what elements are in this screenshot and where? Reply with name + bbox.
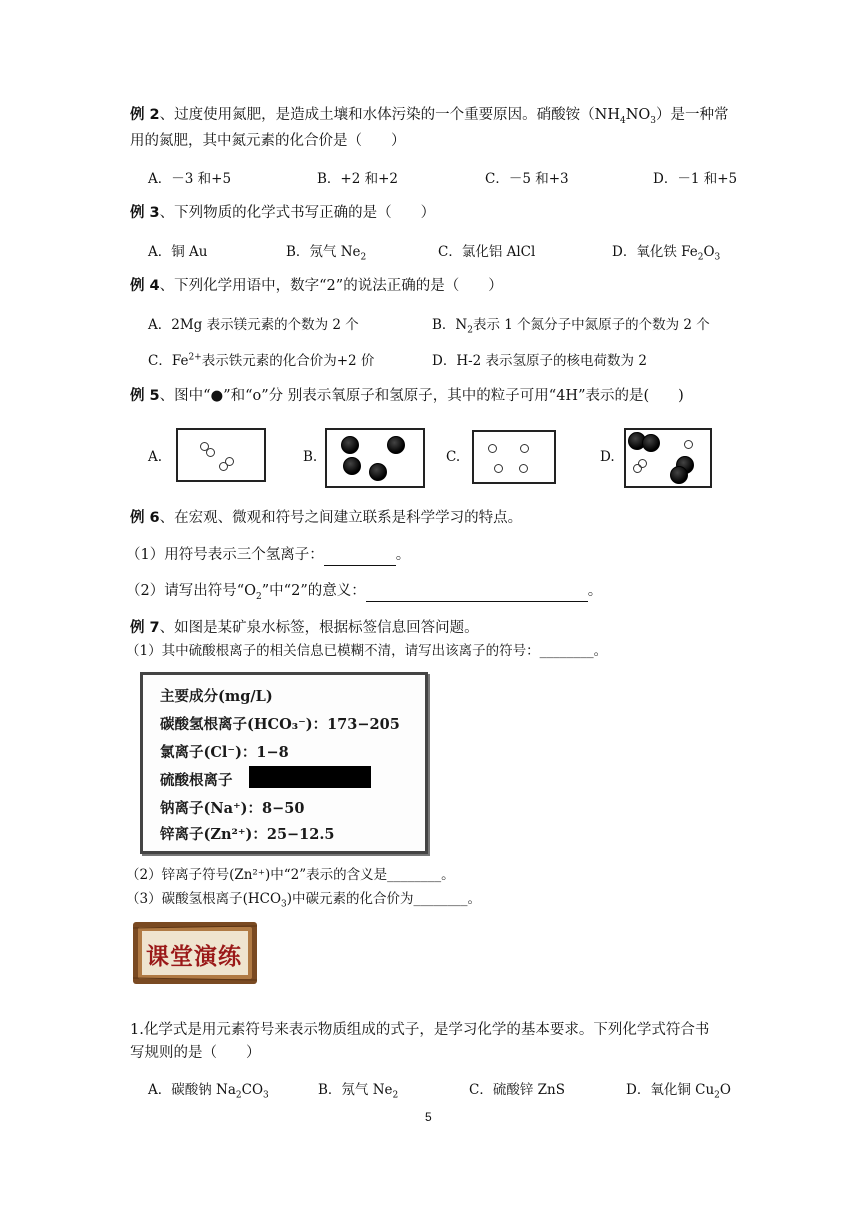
hydrogen-atom-icon [219,462,228,471]
ex3-option-b: B．氖气 $Ne_2$ [286,244,367,263]
ex7-sub-question-2: （2）锌离子符号(Zn²⁺)中“2”表示的含义是________。 [126,867,455,883]
oxygen-atom-icon [642,434,660,452]
redacted-value [249,766,371,788]
ex5-label-c: C. [446,449,461,465]
hydrogen-atom-icon [684,440,693,449]
ex4-option-d: D．H-2 表示氢原子的核电荷数为 2 [432,353,647,369]
ex4-option-c: C．$Fe^{2+}$表示铁元素的化合价为+2 价 [148,352,375,369]
practice1-option-d: D．氧化铜 $Cu_2O$ [626,1082,731,1101]
ex7-sub-question-1: （1）其中硫酸根离子的相关信息已模糊不清，请写出该离子的符号：________。 [126,643,608,659]
practice1-line1: 1.化学式是用元素符号来表示物质组成的式子，是学习化学的基本要求。下列化学式符合书 [130,1022,710,1038]
ex2-option-c: C．－5 和+3 [485,171,569,187]
oxygen-atom-icon [369,463,387,481]
oxygen-atom-icon [341,436,359,454]
ex2-line2: 用的氮肥，其中氮元素的化合价是（ ） [130,133,406,149]
label-row-chloride: 氯离子(Cl⁻)：1−8 [160,744,289,761]
ex6-sub-question-1: （1）用符号表示三个氢离子： 。 [126,545,410,566]
ex5-number: 例 5 [130,388,160,404]
classroom-practice-banner [130,918,260,988]
label-row-heading: 主要成分(mg/L) [160,688,273,705]
ex7-question: 例 7、如图是某矿泉水标签，根据标签信息回答问题。 [130,620,479,636]
ex6-question: 例 6、在宏观、微观和符号之间建立联系是科学学习的特点。 [130,510,523,526]
ex5-box-d [624,428,712,488]
ex2-number: 例 2 [130,107,160,123]
ex5-box-a [176,428,266,482]
hydrogen-atom-icon [494,464,503,473]
label-row-zinc: 锌离子(Zn²⁺)：25−12.5 [160,826,335,843]
label-row-sodium: 钠离子(Na⁺)：8−50 [160,800,305,817]
ex5-label-d: D. [600,449,615,465]
label-row-bicarbonate: 碳酸氢根离子(HCO₃⁻)：173−205 [160,716,400,733]
hydrogen-atom-icon [206,448,215,457]
oxygen-atom-icon [670,466,688,484]
ex4-number: 例 4 [130,278,160,294]
ex7-number: 例 7 [130,620,160,636]
answer-blank[interactable] [366,581,588,602]
ex3-option-c: C．氯化铝 AlCl [438,244,536,260]
ex2-option-d: D．－1 和+5 [653,171,738,187]
ex5-box-c [472,430,556,484]
mineral-water-label [140,672,428,854]
ex5-box-b [325,428,425,488]
label-row-sulfate: 硫酸根离子 [160,772,233,789]
ex4-option-a: A．2Mg 表示镁元素的个数为 2 个 [148,317,359,333]
ex5-label-b: B. [303,449,318,465]
banner-text: 课堂演练 [146,943,242,970]
ex4-question: 例 4、下列化学用语中，数字“2”的说法正确的是（ ） [130,278,503,294]
ex5-question: 例 5、图中“●”和“o”分 别表示氧原子和氢原子，其中的粒子可用“4H”表示的是( ) [130,388,684,404]
ex2-line1: 例 2、过度使用氮肥，是造成土壤和水体污染的一个重要原因。硝酸铵$(NH_4NO_3)$是一种常 [130,107,729,126]
ex7-sub-question-3: （3）碳酸氢根离子$(HCO_3)$中碳元素的化合价为________。 [126,891,482,910]
ex6-number: 例 6 [130,510,160,526]
ex2-option-a: A．－3 和+5 [148,171,232,187]
hydrogen-atom-icon [633,464,642,473]
ex3-question: 例 3、下列物质的化学式书写正确的是（ ） [130,205,436,221]
practice1-option-b: B．氖气 $Ne_2$ [318,1082,399,1101]
ex5-label-a: A. [148,449,163,465]
hydrogen-atom-icon [488,444,497,453]
practice1-line2: 写规则的是（ ） [130,1045,261,1061]
ex2-option-b: B．+2 和+2 [317,171,399,187]
hydrogen-atom-icon [519,464,528,473]
practice1-option-c: C．硫酸锌 ZnS [469,1082,565,1098]
ex6-sub-question-2: （2）请写出符号“$O_2$”中“2”的意义： 。 [126,583,603,602]
oxygen-atom-icon [387,436,405,454]
hydrogen-atom-icon [520,444,529,453]
oxygen-atom-icon [343,457,361,475]
answer-blank[interactable] [324,545,396,566]
page-number: 5 [425,1110,432,1124]
practice1-option-a: A．碳酸钠 $Na_2CO_3$ [148,1082,269,1101]
ex3-option-a: A．铜 Au [148,244,208,260]
ex3-option-d: D．氧化铁 $Fe_2O_3$ [612,244,721,263]
ex3-number: 例 3 [130,205,160,221]
ex4-option-b: B．$N_2$表示 1 个氮分子中氮原子的个数为 2 个 [432,317,710,336]
